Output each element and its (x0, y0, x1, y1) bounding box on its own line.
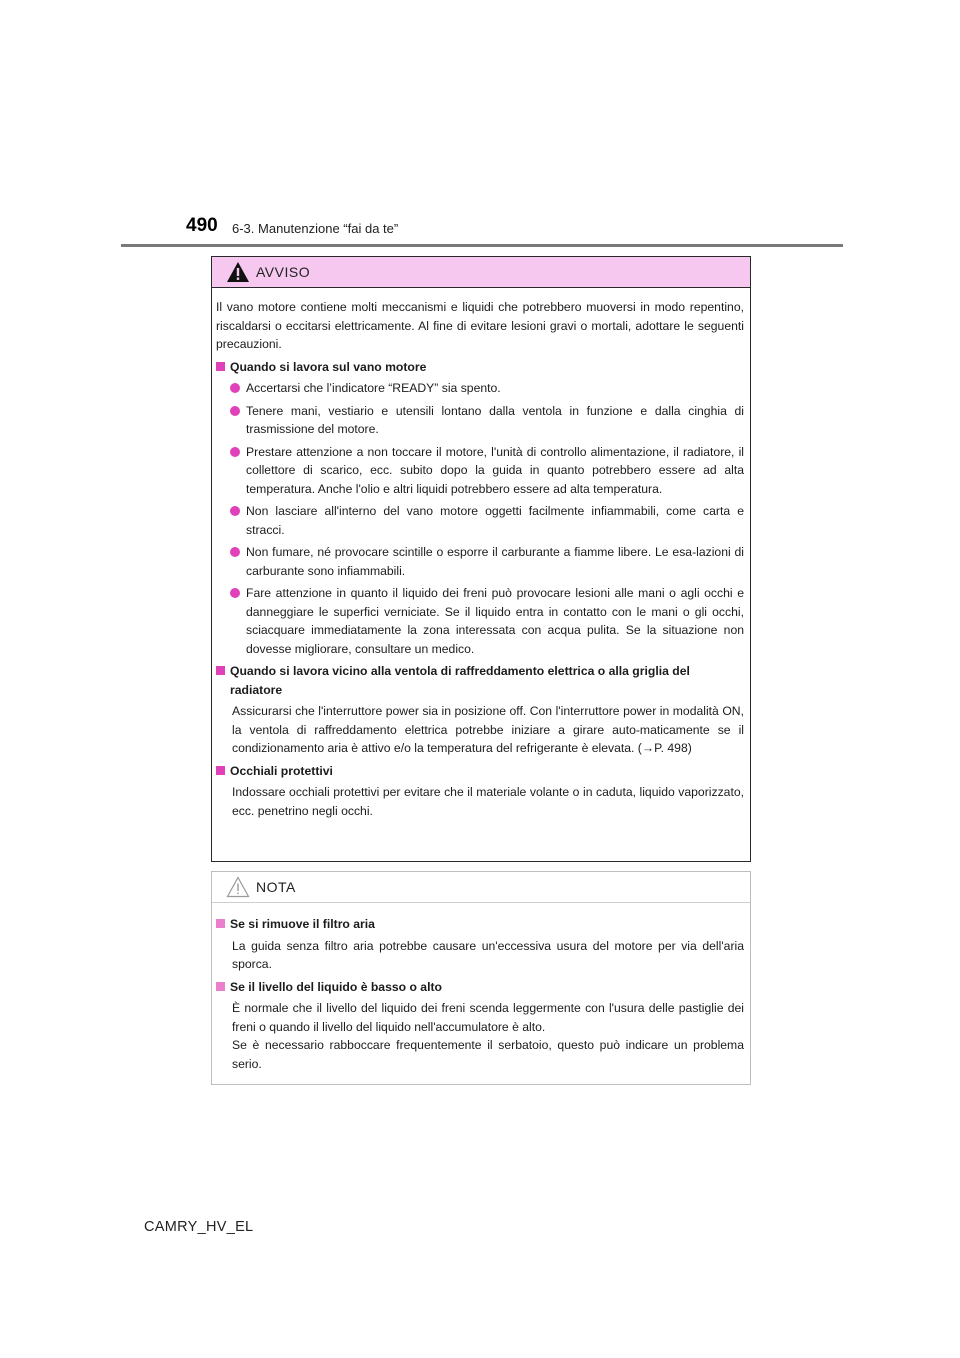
section-text: Assicurarsi che l'interruttore power sia in posizione off. Con l'interruttore power in modalità ON, la ventola di raffreddamento elettrica potrebbe iniziare a girare auto-maticamente se il condizionamento aria è attivo e/o la temperatura del refrigerante è elevata. (→P. 498) (232, 704, 744, 755)
warning-title: AVVISO (256, 264, 311, 280)
round-bullet-icon (230, 588, 240, 598)
list-item: Non fumare, né provocare scintille o esporre il carburante a fiamme libere. Le esa-lazioni di carburante sono infiammabili. (216, 543, 744, 580)
section-text: È normale che il livello del liquido dei freni scenda leggermente con l'usura delle pastiglie dei freni o quando il livello del liquido nell'accumulatore è alto. (232, 1001, 744, 1034)
warning-triangle-icon (226, 261, 250, 283)
page-ref-arrow: → (641, 741, 655, 755)
notice-header (212, 872, 750, 903)
notice-box (211, 871, 751, 1085)
list-item: Fare attenzione in quanto il liquido dei freni può provocare lesioni alle mani o agli occhi e danneggiare le superfici verniciate. Se il liquido entra in contatto con le mani o gli occhi, sciacquare immediatamente la zona interessata con acqua pulita. Se la situazione non dovesse migliorare, consultare un medico. (216, 584, 744, 658)
section-text: La guida senza filtro aria potrebbe causare un'eccessiva usura del motore per via dell'aria sporca. (232, 938, 744, 971)
warning-box (211, 256, 751, 862)
section-text: Se è necessario rabboccare frequentemente il serbatoio, questo può indicare un problema serio. (232, 1038, 744, 1071)
caution-triangle-icon (226, 876, 250, 898)
warning-intro: Il vano motore contiene molti meccanismi e liquidi che potrebbero muoversi in modo repentino, riscaldarsi o eccitarsi elettricamente. Al fine di evitare lesioni gravi o mortali, adottare le seguenti precauzioni. (216, 300, 744, 351)
round-bullet-icon (230, 383, 240, 393)
square-bullet-icon (216, 982, 225, 991)
section-text: Indossare occhiali protettivi per evitare che il materiale volante o in caduta, liquido vaporizzato, ecc. penetrino negli occhi. (232, 785, 744, 818)
round-bullet-icon (230, 547, 240, 557)
header-rule (121, 244, 843, 247)
square-bullet-icon (216, 766, 225, 775)
section-heading: Se si rimuove il filtro aria (216, 915, 744, 934)
page-reference-link[interactable]: P. 498) (654, 741, 692, 755)
document-code: CAMRY_HV_EL (144, 1219, 254, 1235)
list-item: Accertarsi che l’indicatore “READY” sia spento. (216, 379, 744, 398)
square-bullet-icon (216, 919, 225, 928)
round-bullet-icon (230, 406, 240, 416)
section-title: 6-3. Manutenzione “fai da te” (232, 221, 399, 236)
section-heading: Quando si lavora vicino alla ventola di raffreddamento elettrica o alla griglia del radiatore (216, 662, 744, 699)
page-number: 490 (186, 215, 218, 236)
list-item: Prestare attenzione a non toccare il motore, l'unità di controllo alimentazione, il radiatore, il collettore di scarico, ecc. subito dopo la guida in quanto potrebbero essere ad alta temperatura. Anche l'olio e altri liquidi potrebbero essere ad alta temperatura. (216, 443, 744, 499)
round-bullet-icon (230, 447, 240, 457)
warning-header (212, 257, 750, 288)
notice-title: NOTA (256, 879, 296, 895)
list-item: Non lasciare all'interno del vano motore oggetti facilmente infiammabili, come carta e stracci. (216, 502, 744, 539)
section-heading: Occhiali protettivi (216, 762, 744, 781)
square-bullet-icon (216, 362, 225, 371)
section-heading: Se il livello del liquido è basso o alto (216, 978, 744, 997)
square-bullet-icon (216, 666, 225, 675)
round-bullet-icon (230, 506, 240, 516)
section-heading: Quando si lavora sul vano motore (216, 358, 744, 377)
list-item: Tenere mani, vestiario e utensili lontano dalla ventola in funzione e dalla cinghia di trasmissione del motore. (216, 402, 744, 439)
